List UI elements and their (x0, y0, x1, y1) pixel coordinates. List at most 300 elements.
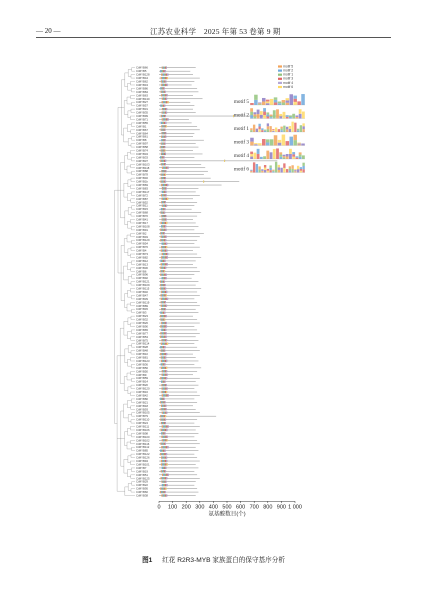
motif-box (160, 105, 161, 107)
motif-box (161, 212, 162, 214)
motif-box (162, 163, 163, 165)
gene-label: CtMYB6 (136, 269, 147, 274)
motif-box (164, 401, 165, 403)
motif-box (166, 353, 167, 355)
motif-box (161, 298, 162, 300)
motif-box (166, 477, 167, 479)
motif-box (162, 467, 163, 469)
motif-box (162, 477, 163, 479)
motif-box (164, 108, 165, 110)
motif-box (160, 491, 161, 493)
gene-label: CtMYB105 (136, 410, 150, 415)
motif-box (167, 198, 168, 200)
motif-box (164, 284, 165, 286)
motif-box (164, 246, 165, 248)
motif-box (164, 136, 165, 138)
motif-box (165, 284, 166, 286)
motif-box (160, 70, 161, 72)
motif-box (162, 256, 163, 258)
motif-box (161, 356, 162, 358)
motif-box (162, 225, 163, 227)
motif-box (164, 156, 165, 158)
motif-box (164, 253, 165, 255)
logo-glyph (253, 116, 256, 118)
motif-box (161, 125, 162, 127)
logo-glyph (283, 112, 286, 119)
gene-label: CtMYB22 (136, 483, 148, 488)
motif-box (164, 360, 165, 362)
motif-box (162, 139, 163, 141)
motif-box (164, 205, 165, 207)
motif-box (160, 287, 161, 289)
motif-box (162, 277, 163, 279)
motif-box (165, 225, 166, 227)
motif-box (164, 287, 165, 289)
logo-glyph (283, 158, 286, 159)
logo-glyph (289, 94, 293, 105)
motif-box (160, 212, 161, 214)
motif-box (165, 250, 166, 252)
gene-label: CtMYB69 (136, 183, 148, 188)
logo-glyph (258, 104, 262, 105)
motif-box (162, 201, 163, 203)
logo-glyph (266, 103, 270, 105)
motif-box (162, 343, 163, 345)
motif-box (165, 287, 166, 289)
logo-glyph (283, 155, 286, 156)
motif-box (161, 84, 162, 86)
motif-box (163, 163, 164, 165)
logo-glyph (295, 158, 298, 159)
logo-glyph (266, 100, 270, 102)
motif-box (164, 405, 165, 407)
motif-box (165, 139, 166, 141)
gene-label: CtMYB72 (136, 193, 148, 198)
motif-box (165, 118, 166, 120)
gene-label: CtMYB53 (136, 334, 148, 339)
motif-box (161, 77, 162, 79)
logo-glyph (279, 152, 282, 154)
motif-box (163, 105, 164, 107)
motif-box (165, 222, 166, 224)
gene-label: CtMYB67 (136, 127, 148, 132)
logo-glyph (263, 108, 266, 111)
motif-box (165, 429, 166, 431)
gene-label: CtMYB70 (136, 214, 148, 219)
motif-box (165, 132, 166, 134)
gene-label: CtMYB74 (136, 148, 148, 153)
logo-glyph (278, 129, 280, 132)
motif-box (160, 453, 161, 455)
motif-box (161, 194, 162, 196)
motif-box (163, 374, 164, 376)
motif-box (165, 405, 166, 407)
motif-box (163, 208, 164, 210)
gene-label: CtMYB65 (136, 327, 148, 332)
motif-box (162, 425, 163, 427)
motif-box (164, 153, 165, 155)
logo-glyph (258, 102, 262, 103)
motif-box (162, 170, 163, 172)
motif-box (163, 270, 164, 272)
logo-glyph (289, 170, 291, 172)
motif-box (160, 239, 161, 241)
gene-label: CtMYB117 (136, 189, 150, 194)
gene-label: CtMYB85 (136, 448, 148, 453)
motif-box (164, 67, 165, 69)
logo-glyph (278, 167, 280, 170)
gene-label: CtMYB87 (136, 196, 148, 201)
motif-box (161, 236, 162, 238)
motif-box (165, 91, 166, 93)
motif-box (162, 460, 163, 462)
motif-box (160, 156, 161, 158)
motif-box (164, 239, 165, 241)
gene-label: CtMYB66 (136, 65, 148, 70)
motif-box (166, 391, 167, 393)
logo-glyph (250, 103, 254, 105)
motif-box (163, 136, 164, 138)
motif-box (160, 267, 161, 269)
axis-tick-label: 900 (276, 504, 286, 511)
motif-box (163, 315, 164, 317)
logo-glyph (258, 166, 260, 169)
legend-label: motif 5 (283, 64, 294, 69)
motif-box (162, 177, 163, 179)
logo-glyph (264, 130, 266, 131)
motif-box (164, 332, 165, 334)
motif-box (163, 67, 164, 69)
motif-box (160, 398, 161, 400)
motif-logo-title: motif 1 (233, 126, 249, 132)
motif-box (163, 412, 164, 414)
motif-box (165, 215, 166, 217)
logo-glyph (269, 170, 271, 172)
motif-box (166, 336, 167, 338)
motif-box (165, 80, 166, 82)
motif-box (163, 481, 164, 483)
motif-box (164, 181, 165, 183)
motif-box (163, 398, 164, 400)
motif-box (163, 253, 164, 255)
logo-glyph (250, 142, 254, 146)
motif-box (164, 322, 165, 324)
motif-box (164, 191, 165, 193)
logo-glyph (269, 168, 271, 170)
logo-glyph (250, 112, 253, 115)
motif-box (163, 194, 164, 196)
logo-glyph (297, 144, 301, 145)
journal-running-title: 江苏农业科学 2025 年第 53 卷第 9 期 (150, 27, 281, 36)
legend-swatch (278, 65, 282, 67)
motif-box (165, 484, 166, 486)
motif-box (164, 350, 165, 352)
motif-box (164, 436, 165, 438)
motif-box (166, 205, 167, 207)
motif-box (161, 446, 162, 448)
gene-label: CtMYB12 (136, 258, 148, 263)
motif-box (162, 422, 163, 424)
gene-label: CtMYB84 (136, 89, 148, 94)
logo-glyph (302, 123, 304, 126)
logo-glyph (254, 144, 258, 145)
motif-box (162, 405, 163, 407)
motif-box (164, 256, 165, 258)
motif-box (166, 222, 167, 224)
logo-glyph (286, 103, 290, 105)
logo-glyph (286, 117, 289, 119)
gene-label: CtMYB24 (136, 421, 148, 426)
motif-box (165, 481, 166, 483)
motif-box (166, 101, 167, 103)
motif-box (160, 488, 161, 490)
gene-label: CtMYB27 (136, 100, 148, 105)
motif-box (162, 481, 163, 483)
logo-glyph (250, 128, 252, 130)
motif-figure (110, 58, 315, 538)
motif-box (166, 474, 167, 476)
gene-label: CtMYB91 (136, 227, 148, 232)
gene-label: CtMYB106 (136, 427, 150, 432)
logo-glyph (301, 143, 305, 145)
gene-label: CtMYB23 (136, 314, 148, 319)
motif-box (161, 494, 162, 496)
motif-box (162, 346, 163, 348)
logo-glyph (261, 169, 263, 171)
gene-label: CtMYB116 (136, 441, 150, 446)
gene-label: CtMYB77 (136, 331, 148, 336)
gene-label: CtMYB101 (136, 462, 150, 467)
motif-box (162, 301, 163, 303)
motif-box (163, 174, 164, 176)
motif-box (162, 236, 163, 238)
motif-box (166, 187, 167, 189)
motif-box (161, 170, 162, 172)
motif-box (163, 87, 164, 89)
motif-box (162, 198, 163, 200)
motif-box (163, 425, 164, 427)
logo-glyph (270, 117, 273, 118)
motif-box (160, 325, 161, 327)
logo-glyph (302, 126, 304, 129)
logo-glyph (294, 170, 296, 171)
motif-box (161, 319, 162, 321)
gene-label: CtMYB28 (136, 345, 148, 350)
motif-box (165, 291, 166, 293)
motif-box (165, 463, 166, 465)
motif-box (162, 491, 163, 493)
motif-box (161, 432, 162, 434)
logo-glyph (278, 102, 282, 104)
logo-glyph (289, 168, 291, 170)
gene-label: CtMYB71 (136, 117, 148, 122)
gene-label: CtMYB16 (136, 390, 148, 395)
axis-tick-label: 700 (249, 504, 259, 511)
gene-label: CtMYB115 (136, 286, 150, 291)
motif-box (163, 429, 164, 431)
logo-glyph (293, 102, 297, 105)
logo-glyph (274, 100, 278, 103)
motif-box (164, 84, 165, 86)
motif-box (167, 74, 168, 76)
axis-tick-label: 1 000 (288, 504, 302, 511)
logo-glyph (266, 151, 269, 159)
motif-box (166, 494, 167, 496)
motif-box (163, 143, 164, 145)
motif-box (162, 377, 163, 379)
motif-box (162, 187, 163, 189)
logo-glyph (289, 115, 292, 117)
logo-glyph (289, 154, 292, 159)
logo-glyph (302, 163, 304, 166)
motif-box (160, 270, 161, 272)
motif-box (164, 129, 165, 131)
motif-box (162, 374, 163, 376)
motif-box (165, 229, 166, 231)
logo-glyph (297, 145, 301, 146)
motif-box (166, 294, 167, 296)
gene-label: CtMYB99 (136, 114, 148, 119)
gene-label: CtMYB79 (136, 414, 148, 419)
motif-box (163, 243, 164, 245)
motif-box (162, 70, 163, 72)
motif-box (166, 460, 167, 462)
motif-box (161, 463, 162, 465)
motif-box (165, 239, 166, 241)
legend-label: motif 4 (283, 80, 294, 85)
gene-label: CtMYB80 (136, 396, 148, 401)
motif-box (164, 294, 165, 296)
motif-box (165, 381, 166, 383)
motif-box (161, 136, 162, 138)
motif-box (163, 388, 164, 390)
motif-box (165, 367, 166, 369)
motif-box (166, 198, 167, 200)
logo-glyph (254, 100, 258, 105)
gene-label: CtMYB44 (136, 76, 148, 81)
logo-glyph (270, 116, 273, 117)
logo-glyph (292, 157, 295, 159)
motif-box (164, 139, 165, 141)
motif-box (164, 250, 165, 252)
gene-label: CtMYB55 (136, 120, 148, 125)
logo-glyph (261, 128, 263, 130)
motif-box (165, 208, 166, 210)
axis-tick-label: 300 (195, 504, 205, 511)
motif-logo-title: motif 5 (233, 99, 249, 105)
motif-box (163, 108, 164, 110)
logo-glyph (280, 168, 282, 173)
motif-box (160, 87, 161, 89)
logo-glyph (250, 171, 252, 172)
motif-box (163, 312, 164, 314)
motif-box (161, 291, 162, 293)
motif-box (161, 225, 162, 227)
logo-glyph (286, 154, 289, 156)
motif-box (163, 446, 164, 448)
logo-glyph (286, 98, 290, 100)
motif-box (161, 301, 162, 303)
gene-label: CtMYB13 (136, 262, 148, 267)
motif-box (161, 115, 162, 117)
logo-glyph (263, 156, 266, 159)
motif-box (165, 246, 166, 248)
motif-box (160, 160, 161, 162)
motif-box (160, 443, 161, 445)
gene-label: CtMYB62 (136, 79, 148, 84)
logo-glyph (299, 109, 302, 114)
motif-box (164, 298, 165, 300)
motif-box (164, 494, 165, 496)
logo-glyph (274, 135, 278, 145)
gene-label: CtMYB81 (136, 355, 148, 360)
motif-box (164, 212, 165, 214)
motif-box (164, 201, 165, 203)
logo-glyph (297, 166, 299, 169)
motif-box (165, 153, 166, 155)
gene-label: CtMYB111 (136, 424, 150, 429)
motif-box (161, 381, 162, 383)
motif-box (163, 350, 164, 352)
axis-tick-label: 0 (157, 504, 161, 511)
motif-box (163, 215, 164, 217)
motif-box (164, 491, 165, 493)
motif-box (164, 174, 165, 176)
gene-label: CtMYB14 (136, 379, 148, 384)
logo-glyph (257, 154, 260, 159)
logo-glyph (286, 129, 288, 132)
gene-label: CtMYB60 (136, 490, 148, 495)
gene-label: CtMYB102 (136, 438, 150, 443)
motif-box (162, 443, 163, 445)
motif-box (161, 177, 162, 179)
motif-box (161, 367, 162, 369)
motif-box (161, 308, 162, 310)
motif-box (161, 246, 162, 248)
logo-glyph (293, 96, 297, 99)
motif-box (165, 384, 166, 386)
logo-glyph (278, 140, 282, 143)
motif-box (161, 457, 162, 459)
motif-box (166, 291, 167, 293)
motif-box (160, 232, 161, 234)
gene-label: CtMYB88 (136, 169, 148, 174)
motif-box (161, 156, 162, 158)
motif-box (166, 67, 167, 69)
motif-box (167, 446, 168, 448)
amino-acid-axis (157, 501, 301, 517)
logo-glyph (270, 139, 274, 145)
motif-box (161, 146, 162, 148)
gene-label: CtMYB18 (136, 403, 148, 408)
gene-label: CtMYB26 (136, 321, 148, 326)
motif-box (164, 115, 165, 117)
motif-box (165, 167, 166, 169)
axis-tick-label: 500 (222, 504, 232, 511)
motif-box (163, 308, 164, 310)
gene-label: CtMYB37 (136, 158, 148, 163)
motif-box (163, 205, 164, 207)
motif-box (162, 281, 163, 283)
motif-box (164, 301, 165, 303)
logo-glyph (250, 152, 253, 154)
gene-label: CtMYB94 (136, 459, 148, 464)
motif-box (163, 384, 164, 386)
motif-box (165, 84, 166, 86)
logo-glyph (276, 109, 279, 118)
logo-glyph (250, 108, 253, 111)
motif-box (166, 408, 167, 410)
